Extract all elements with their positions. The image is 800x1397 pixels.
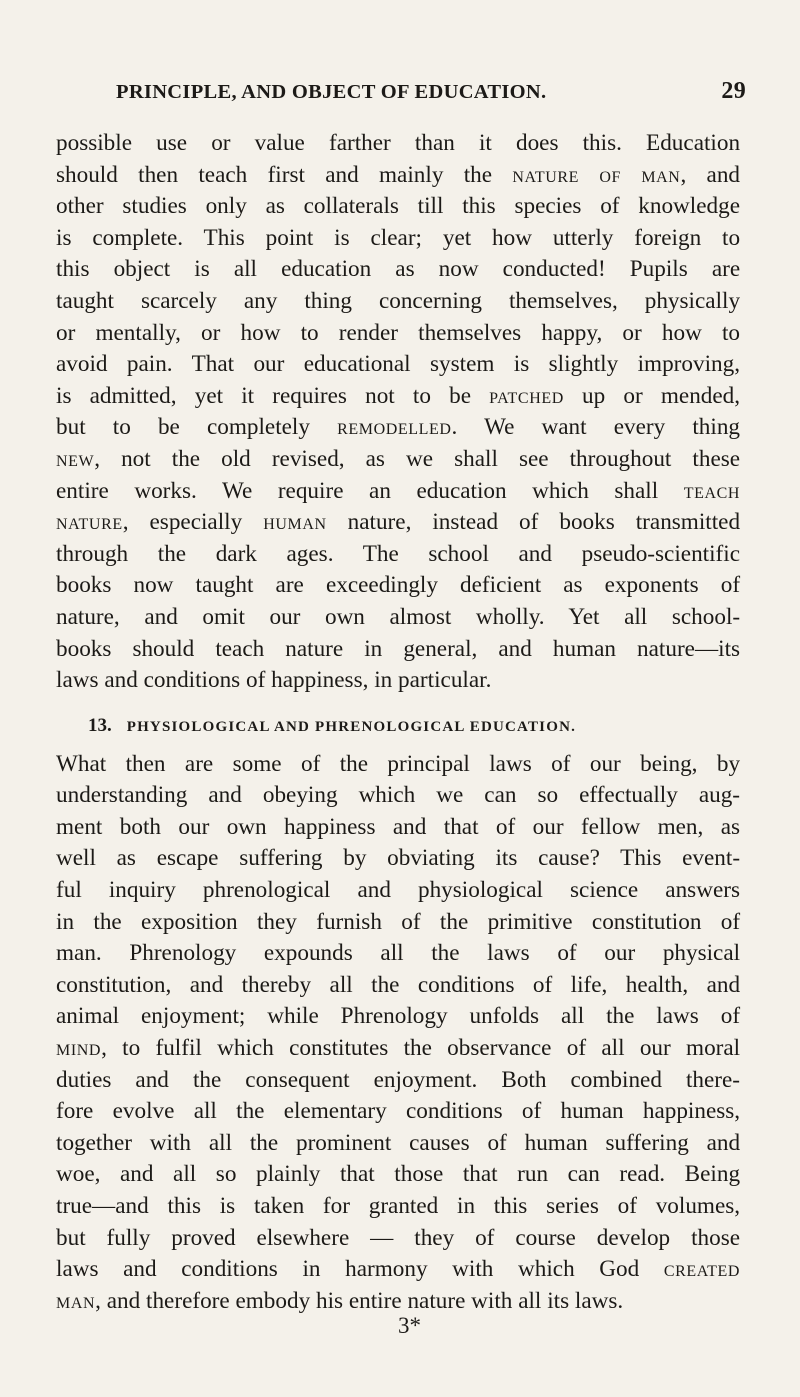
- paragraph-1-line: or mentally, or how to render themselves happy, or how to: [56, 319, 741, 346]
- paragraph-1-line: avoid pain. That our educational system is slightly improving,: [56, 351, 741, 378]
- section-title: PHYSIOLOGICAL AND PHRENOLOGICAL EDUCATION.: [126, 718, 577, 735]
- paragraph-1-line: should then teach first and mainly the nature of man, and: [56, 161, 741, 188]
- paragraph-2-line: What then are some of the principal laws of our being, by: [56, 750, 741, 777]
- paragraph-2-line: together with all the prominent causes of human suffering and: [56, 1129, 741, 1156]
- signature-mark: 3*: [398, 1313, 421, 1339]
- paragraph-1-line: is complete. This point is clear; yet how utterly foreign to: [56, 224, 741, 251]
- paragraph-1-line: new, not the old revised, as we shall see throughout these: [56, 445, 741, 472]
- running-head-title: PRINCIPLE, AND OBJECT OF EDUCATION.: [116, 81, 547, 103]
- paragraph-2-line: constitution, and thereby all the conditions of life, health, and: [56, 971, 741, 998]
- paragraph-1-line: but to be completely remodelled. We want every thing: [56, 414, 741, 441]
- paragraph-1-line: nature, especially human nature, instead of books transmitted: [56, 509, 741, 536]
- paragraph-1-line: books should teach nature in general, and human nature—its: [56, 635, 741, 662]
- paragraph-1-line: books now taught are exceedingly deficient as exponents of: [56, 572, 741, 599]
- paragraph-2: [56, 749, 740, 1318]
- paragraph-1-line: taught scarcely any thing concerning themselves, physically: [56, 287, 741, 314]
- page-number: 29: [721, 78, 746, 104]
- paragraph-2-line: woe, and all so plainly that those that run can read. Being: [56, 1161, 741, 1188]
- paragraph-2-line: well as escape suffering by obviating its cause? This event-: [56, 845, 741, 872]
- paragraph-2-line: mind, to fulfil which constitutes the observance of all our moral: [56, 1035, 741, 1062]
- paragraph-2-line: but fully proved elsewhere — they of course develop those: [56, 1224, 741, 1251]
- paragraph-2-line: understanding and obeying which we can so effectually aug-: [56, 782, 741, 809]
- paragraph-1-line: this object is all education as now conducted! Pupils are: [56, 256, 741, 283]
- paragraph-2-line: in the exposition they furnish of the primitive constitution of: [56, 908, 741, 935]
- paragraph-1-line: is admitted, yet it requires not to be patched up or mended,: [56, 382, 741, 409]
- paragraph-1: [56, 128, 740, 697]
- paragraph-2-line: man, and therefore embody his entire nature with all its laws.: [56, 1287, 624, 1314]
- running-head: [116, 78, 746, 108]
- paragraph-2-line: animal enjoyment; while Phrenology unfolds all the laws of: [56, 1003, 741, 1030]
- paragraph-2-line: duties and the consequent enjoyment. Both combined there-: [56, 1066, 741, 1093]
- paragraph-2-line: man. Phrenology expounds all the laws of our physical: [56, 940, 741, 967]
- paragraph-2-line: ful inquiry phrenological and physiological science answers: [56, 877, 740, 904]
- paragraph-1-line: other studies only as collaterals till this species of knowledge: [56, 193, 741, 220]
- section-heading: [88, 715, 740, 737]
- paragraph-2-line: fore evolve all the elementary conditions of human happiness,: [56, 1098, 741, 1125]
- paragraph-2-line: ment both our own happiness and that of our fellow men, as: [56, 813, 741, 840]
- paragraph-2-line: true—and this is taken for granted in this series of volumes,: [56, 1193, 741, 1219]
- book-page: [56, 78, 746, 1343]
- paragraph-1-line: through the dark ages. The school and pseudo-scientific: [56, 540, 741, 567]
- paragraph-1-line: possible use or value farther than it does this. Education: [56, 130, 741, 156]
- section-number: 13.: [88, 714, 112, 736]
- paragraph-2-line: laws and conditions in harmony with which God created: [56, 1256, 741, 1283]
- paragraph-1-line: laws and conditions of happiness, in particular.: [56, 667, 492, 694]
- paragraph-1-line: entire works. We require an education which shall teach: [56, 477, 741, 504]
- paragraph-1-line: nature, and omit our own almost wholly. Yet all school-: [56, 603, 741, 630]
